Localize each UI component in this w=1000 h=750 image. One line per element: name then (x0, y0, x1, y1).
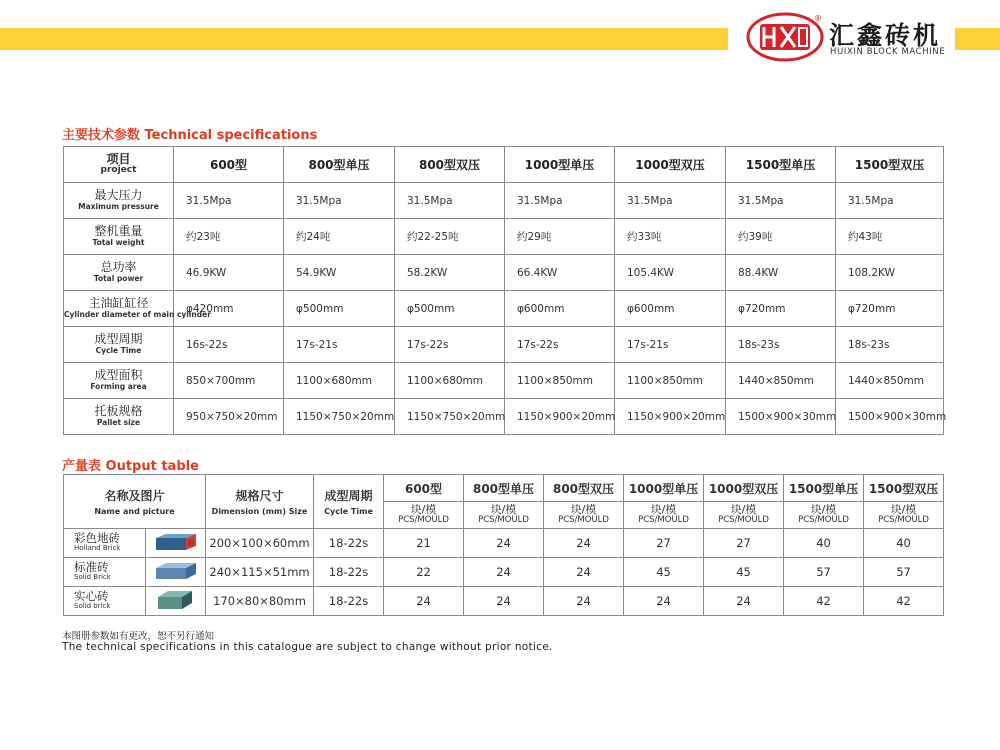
output-value: 40 (864, 529, 944, 558)
output-value: 24 (544, 529, 624, 558)
spec-label (64, 363, 174, 399)
spec-value: 约22-25吨 (395, 219, 505, 255)
spec-value: 31.5Mpa (395, 183, 505, 219)
cycle-value: 18-22s (314, 558, 384, 587)
cycle-header (314, 475, 384, 529)
header-accent-bar-right (955, 28, 1000, 50)
output-value: 45 (704, 558, 784, 587)
spec-label-cn: 最大压力 (94, 187, 143, 202)
dimension-header-cn: 规格尺寸 (235, 489, 284, 503)
dimension-header-en: Dimension (mm) Size (211, 507, 308, 516)
output-value: 24 (464, 587, 544, 616)
product-name (64, 558, 146, 587)
model-header: 600型 (174, 147, 284, 183)
unit-cell (624, 502, 704, 529)
unit-cell (384, 502, 464, 529)
unit-en: PCS/MOULD (878, 515, 929, 525)
spec-value: 105.4KW (615, 255, 726, 291)
spec-value: 18s-23s (726, 327, 836, 363)
spec-label-en: Cylinder diameter of main cylinder (64, 309, 211, 319)
spec-value: 1150×900×20mm (615, 399, 726, 435)
spec-value: 950×750×20mm (174, 399, 284, 435)
spec-label (64, 255, 174, 291)
output-value: 27 (624, 529, 704, 558)
output-value: 57 (864, 558, 944, 587)
unit-cell (704, 502, 784, 529)
output-value: 42 (864, 587, 944, 616)
spec-label-en: Total power (93, 273, 144, 283)
output-table (63, 474, 944, 616)
output-value: 24 (624, 587, 704, 616)
model-header: 600型 (384, 475, 464, 502)
spec-value: 31.5Mpa (174, 183, 284, 219)
spec-value: 1440×850mm (836, 363, 944, 399)
spec-label-cn: 托板规格 (94, 403, 143, 418)
unit-cell (864, 502, 944, 529)
spec-value: 1100×850mm (505, 363, 615, 399)
project-header-cn: 项目 (106, 151, 131, 166)
cycle-header-cn: 成型周期 (324, 489, 373, 503)
spec-label-en: Pallet size (96, 417, 141, 427)
spec-label-cn: 主油缸缸径 (88, 295, 149, 310)
spec-label-en: Maximum pressure (78, 201, 159, 211)
spec-value: 850×700mm (174, 363, 284, 399)
project-header-en: project (100, 164, 137, 175)
unit-en: PCS/MOULD (798, 515, 849, 525)
unit-cn: 块/模 (810, 503, 837, 516)
unit-cn: 块/模 (730, 503, 757, 516)
model-header: 800型双压 (395, 147, 505, 183)
spec-value: 17s-21s (284, 327, 395, 363)
product-name-cn: 彩色地砖 (74, 531, 120, 545)
spec-row (64, 399, 944, 435)
spec-value: 18s-23s (836, 327, 944, 363)
spec-label-cn: 整机重量 (94, 223, 143, 238)
model-header: 800型单压 (284, 147, 395, 183)
spec-value: 66.4KW (505, 255, 615, 291)
spec-value: 约43吨 (836, 219, 944, 255)
product-name-en: Solid Brick (74, 573, 111, 581)
output-row (64, 558, 944, 587)
unit-en: PCS/MOULD (638, 515, 689, 525)
spec-value: φ500mm (284, 291, 395, 327)
specs-table (63, 146, 947, 435)
cycle-value: 18-22s (314, 529, 384, 558)
output-value: 21 (384, 529, 464, 558)
spec-row (64, 363, 944, 399)
output-value: 24 (704, 587, 784, 616)
spec-value: φ500mm (395, 291, 505, 327)
spec-row (64, 255, 944, 291)
spec-value: 约24吨 (284, 219, 395, 255)
unit-cell (464, 502, 544, 529)
spec-value: 31.5Mpa (726, 183, 836, 219)
spec-value: φ420mm (174, 291, 284, 327)
spec-value: φ720mm (726, 291, 836, 327)
spec-value: 1500×900×30mm (836, 399, 944, 435)
notice-en: The technical specifications in this catalogue are subject to change without prior notice. (62, 641, 553, 653)
dimension-value: 240×115×51mm (206, 558, 314, 587)
output-header-row (64, 475, 944, 502)
unit-cn: 块/模 (490, 503, 517, 516)
spec-value: 54.9KW (284, 255, 395, 291)
spec-value: 88.4KW (726, 255, 836, 291)
spec-label (64, 219, 174, 255)
model-header: 1000型双压 (704, 475, 784, 502)
unit-cn: 块/模 (650, 503, 677, 516)
spec-value: 1100×680mm (284, 363, 395, 399)
dimension-value: 200×100×60mm (206, 529, 314, 558)
registered-mark: ® (814, 14, 822, 23)
product-name-cn: 实心砖 (74, 589, 109, 603)
output-value: 24 (544, 587, 624, 616)
standard-brick-icon (146, 558, 206, 587)
spec-value: 58.2KW (395, 255, 505, 291)
output-value: 24 (464, 529, 544, 558)
spec-value: 约29吨 (505, 219, 615, 255)
output-value: 45 (624, 558, 704, 587)
model-header: 800型双压 (544, 475, 624, 502)
model-header: 1500型双压 (864, 475, 944, 502)
name-header (64, 475, 206, 529)
output-value: 24 (384, 587, 464, 616)
spec-value: φ600mm (505, 291, 615, 327)
output-value: 27 (704, 529, 784, 558)
cycle-value: 18-22s (314, 587, 384, 616)
spec-label (64, 399, 174, 435)
product-name (64, 529, 146, 558)
spec-value: φ600mm (615, 291, 726, 327)
spec-value: 1150×750×20mm (284, 399, 395, 435)
spec-row (64, 291, 944, 327)
product-name-en: Solid brick (74, 602, 111, 610)
unit-cn: 块/模 (410, 503, 437, 516)
model-header: 1500型单压 (726, 147, 836, 183)
model-header: 1500型单压 (784, 475, 864, 502)
spec-value: 31.5Mpa (284, 183, 395, 219)
spec-value: 31.5Mpa (836, 183, 944, 219)
spec-value: 31.5Mpa (505, 183, 615, 219)
spec-label (64, 183, 174, 219)
unit-en: PCS/MOULD (558, 515, 609, 525)
spec-value: 约33吨 (615, 219, 726, 255)
unit-en: PCS/MOULD (398, 515, 449, 525)
output-value: 42 (784, 587, 864, 616)
spec-value: 约23吨 (174, 219, 284, 255)
output-value: 57 (784, 558, 864, 587)
output-value: 24 (544, 558, 624, 587)
huixin-logo-icon (746, 12, 824, 62)
spec-label-cn: 总功率 (100, 259, 137, 274)
unit-cn: 块/模 (890, 503, 917, 516)
spec-value: 17s-21s (615, 327, 726, 363)
spec-value: 46.9KW (174, 255, 284, 291)
output-value: 40 (784, 529, 864, 558)
model-header: 1500型双压 (836, 147, 944, 183)
unit-cn: 块/模 (570, 503, 597, 516)
holland-brick-icon (146, 529, 206, 558)
brand-name-en: HUIXIN BLOCK MACHINE (830, 47, 946, 57)
spec-value: φ720mm (836, 291, 944, 327)
spec-label (64, 327, 174, 363)
header-accent-bar (0, 28, 728, 50)
spec-value: 1100×680mm (395, 363, 505, 399)
notice-cn: 本图册参数如有更改，恕不另行通知 (62, 631, 215, 642)
spec-row (64, 183, 944, 219)
dimension-value: 170×80×80mm (206, 587, 314, 616)
model-header: 1000型双压 (615, 147, 726, 183)
spec-value: 17s-22s (395, 327, 505, 363)
unit-en: PCS/MOULD (718, 515, 769, 525)
output-row (64, 529, 944, 558)
spec-value: 1440×850mm (726, 363, 836, 399)
spec-value: 17s-22s (505, 327, 615, 363)
name-header-en: Name and picture (94, 507, 175, 516)
solid-brick-icon (146, 587, 206, 616)
unit-cell (784, 502, 864, 529)
project-header (64, 147, 174, 183)
output-value: 22 (384, 558, 464, 587)
unit-en: PCS/MOULD (478, 515, 529, 525)
model-header: 1000型单压 (624, 475, 704, 502)
model-header: 800型单压 (464, 475, 544, 502)
spec-row (64, 219, 944, 255)
spec-row (64, 327, 944, 363)
product-name-cn: 标准砖 (74, 560, 109, 574)
output-value: 24 (464, 558, 544, 587)
spec-value: 1150×750×20mm (395, 399, 505, 435)
dimension-header (206, 475, 314, 529)
spec-value: 31.5Mpa (615, 183, 726, 219)
name-header-cn: 名称及图片 (104, 489, 165, 503)
spec-value: 1150×900×20mm (505, 399, 615, 435)
spec-value: 1500×900×30mm (726, 399, 836, 435)
spec-value: 1100×850mm (615, 363, 726, 399)
spec-value: 约39吨 (726, 219, 836, 255)
brand-name-cn: 汇鑫砖机 (829, 21, 942, 50)
specs-header-row (64, 147, 944, 183)
spec-label-cn: 成型周期 (94, 331, 143, 346)
output-title: 产量表 Output table (62, 459, 199, 474)
spec-label-cn: 成型面积 (94, 367, 143, 382)
product-name-en: Holland Brick (74, 544, 121, 552)
cycle-header-en: Cycle Time (324, 507, 373, 516)
model-header: 1000型单压 (505, 147, 615, 183)
spec-label-en: Cycle Time (95, 345, 142, 355)
spec-value: 108.2KW (836, 255, 944, 291)
unit-cell (544, 502, 624, 529)
spec-value: 16s-22s (174, 327, 284, 363)
output-row (64, 587, 944, 616)
spec-label-en: Forming area (90, 381, 147, 391)
product-name (64, 587, 146, 616)
specs-title: 主要技术参数 Technical specifications (62, 128, 318, 143)
spec-label-en: Total weight (92, 237, 145, 247)
